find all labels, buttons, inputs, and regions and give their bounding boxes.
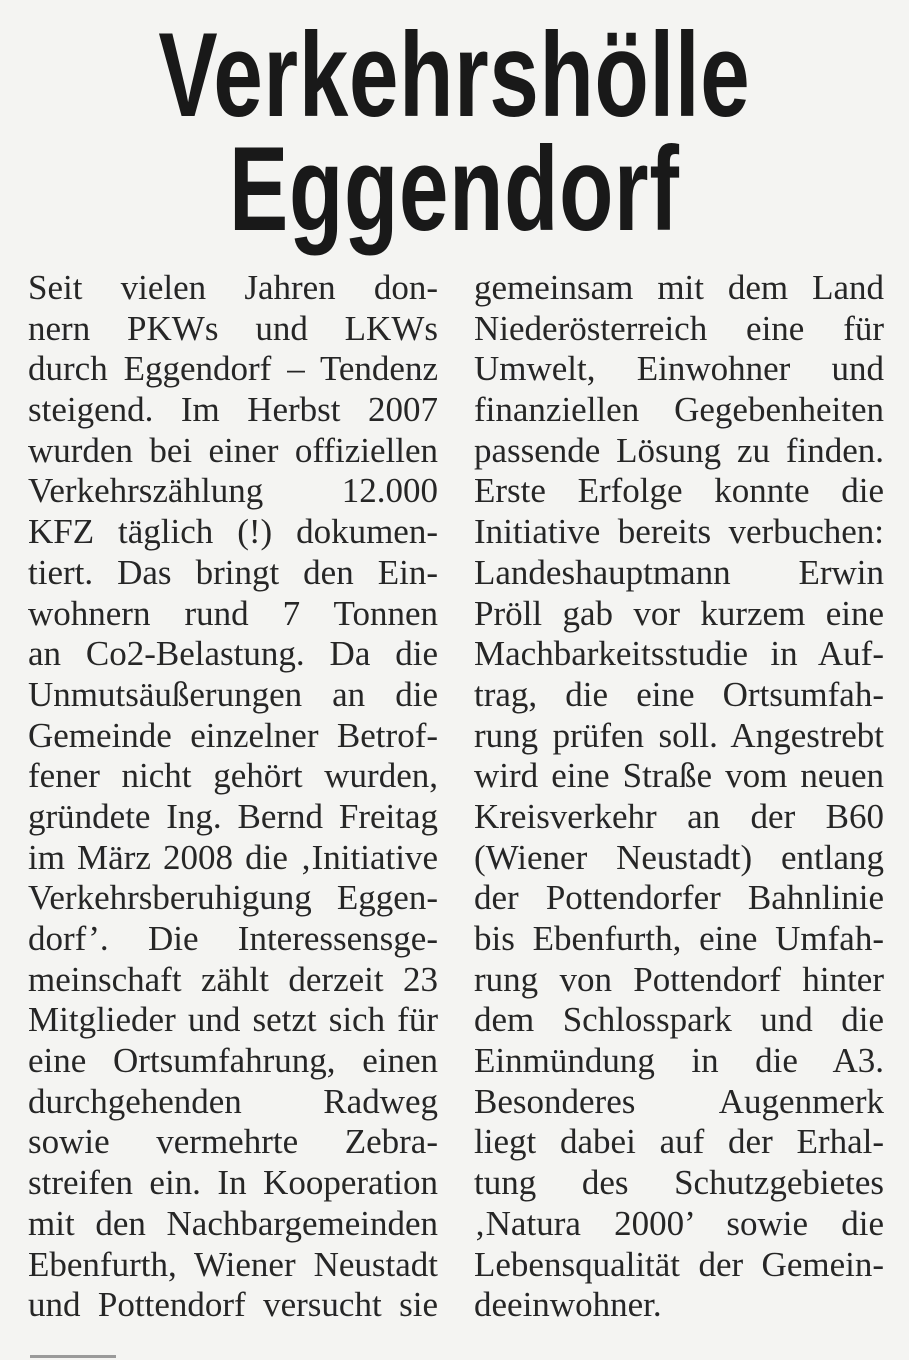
text-line: gründete Ing. Bernd Freitag — [28, 796, 438, 836]
text-line: Verkehrsberuhigung Eggen- — [28, 878, 438, 918]
text-line: ‚Natura 2000’ sowie die — [474, 1203, 884, 1243]
text-line: dem Schlosspark und die — [474, 1000, 884, 1040]
text-line: Seit vielen Jahren don- — [28, 268, 438, 307]
scan-edge-mark — [30, 1355, 116, 1358]
text-line: tung des Schutzgebietes — [474, 1163, 884, 1203]
text-line: fener nicht gehört wurden, — [28, 756, 438, 796]
text-line: Landeshauptmann Erwin — [474, 552, 884, 592]
article-column-left — [28, 268, 438, 1326]
text-line: KFZ täglich (!) dokumen- — [28, 512, 438, 552]
article-headline — [118, 8, 791, 256]
text-line: (Wiener Neustadt) entlang — [474, 837, 884, 877]
text-line: rung von Pottendorf hinter — [474, 959, 884, 999]
text-line: wurden bei einer offiziellen — [28, 430, 438, 470]
text-line: der Pottendorfer Bahnlinie — [474, 878, 884, 918]
text-line: an Co2-Belastung. Da die — [28, 634, 438, 674]
text-line: Initiative bereits verbuchen: — [474, 512, 884, 552]
text-line: Pröll gab vor kurzem eine — [474, 593, 884, 633]
text-line: Erste Erfolge konnte die — [474, 471, 884, 511]
text-line: bis Ebenfurth, eine Umfah- — [474, 919, 884, 958]
text-line: streifen ein. In Kooperation — [28, 1163, 438, 1203]
text-line: Unmutsäußerungen an die — [28, 674, 438, 714]
text-line: tiert. Das bringt den Ein- — [28, 552, 438, 592]
text-line: Gemeinde einzelner Betrof- — [28, 715, 438, 755]
text-line: meinschaft zählt derzeit 23 — [28, 959, 438, 999]
text-line: Machbarkeitsstudie in Auf- — [474, 634, 884, 674]
text-line: nern PKWs und LKWs — [28, 308, 438, 348]
text-line: dorf’. Die Interessensge- — [28, 919, 438, 958]
headline-line-1: Verkehrshölle — [158, 8, 751, 142]
text-line: Verkehrszählung 12.000 — [28, 471, 438, 511]
text-line: sowie vermehrte Zebra- — [28, 1122, 438, 1162]
text-line: passende Lösung zu finden. — [474, 430, 884, 470]
text-line: Niederösterreich eine für — [474, 308, 884, 348]
text-line: wird eine Straße vom neuen — [474, 756, 884, 796]
text-line: im März 2008 die ‚Initiative — [28, 837, 438, 877]
text-line: gemeinsam mit dem Land — [474, 268, 884, 307]
text-line: mit den Nachbargemeinden — [28, 1203, 438, 1243]
headline-line-2: Eggendorf — [229, 122, 680, 256]
text-line: liegt dabei auf der Erhal- — [474, 1122, 884, 1162]
text-line: Einmündung in die A3. — [474, 1041, 884, 1081]
text-line: Mitglieder und setzt sich für — [28, 1000, 438, 1040]
text-line: finanziellen Gegebenheiten — [474, 390, 884, 430]
text-line: Umwelt, Einwohner und — [474, 349, 884, 389]
text-line: wohnern rund 7 Tonnen — [28, 593, 438, 633]
text-line: deeinwohner. — [474, 1285, 662, 1325]
text-line: und Pottendorf versucht sie — [28, 1285, 438, 1325]
text-line: steigend. Im Herbst 2007 — [28, 390, 438, 430]
text-line: rung prüfen soll. Angestrebt — [474, 715, 884, 755]
text-line: Besonderes Augenmerk — [474, 1081, 884, 1121]
text-line: durchgehenden Radweg — [28, 1081, 438, 1121]
text-line: durch Eggendorf – Tendenz — [28, 349, 438, 389]
text-line: eine Ortsumfahrung, einen — [28, 1041, 438, 1081]
text-line: Kreisverkehr an der B60 — [474, 796, 884, 836]
text-line: Ebenfurth, Wiener Neustadt — [28, 1244, 438, 1284]
article-column-right — [474, 268, 884, 1326]
text-line: Lebensqualität der Gemein- — [474, 1244, 884, 1284]
text-line: trag, die eine Ortsumfah- — [474, 674, 884, 714]
